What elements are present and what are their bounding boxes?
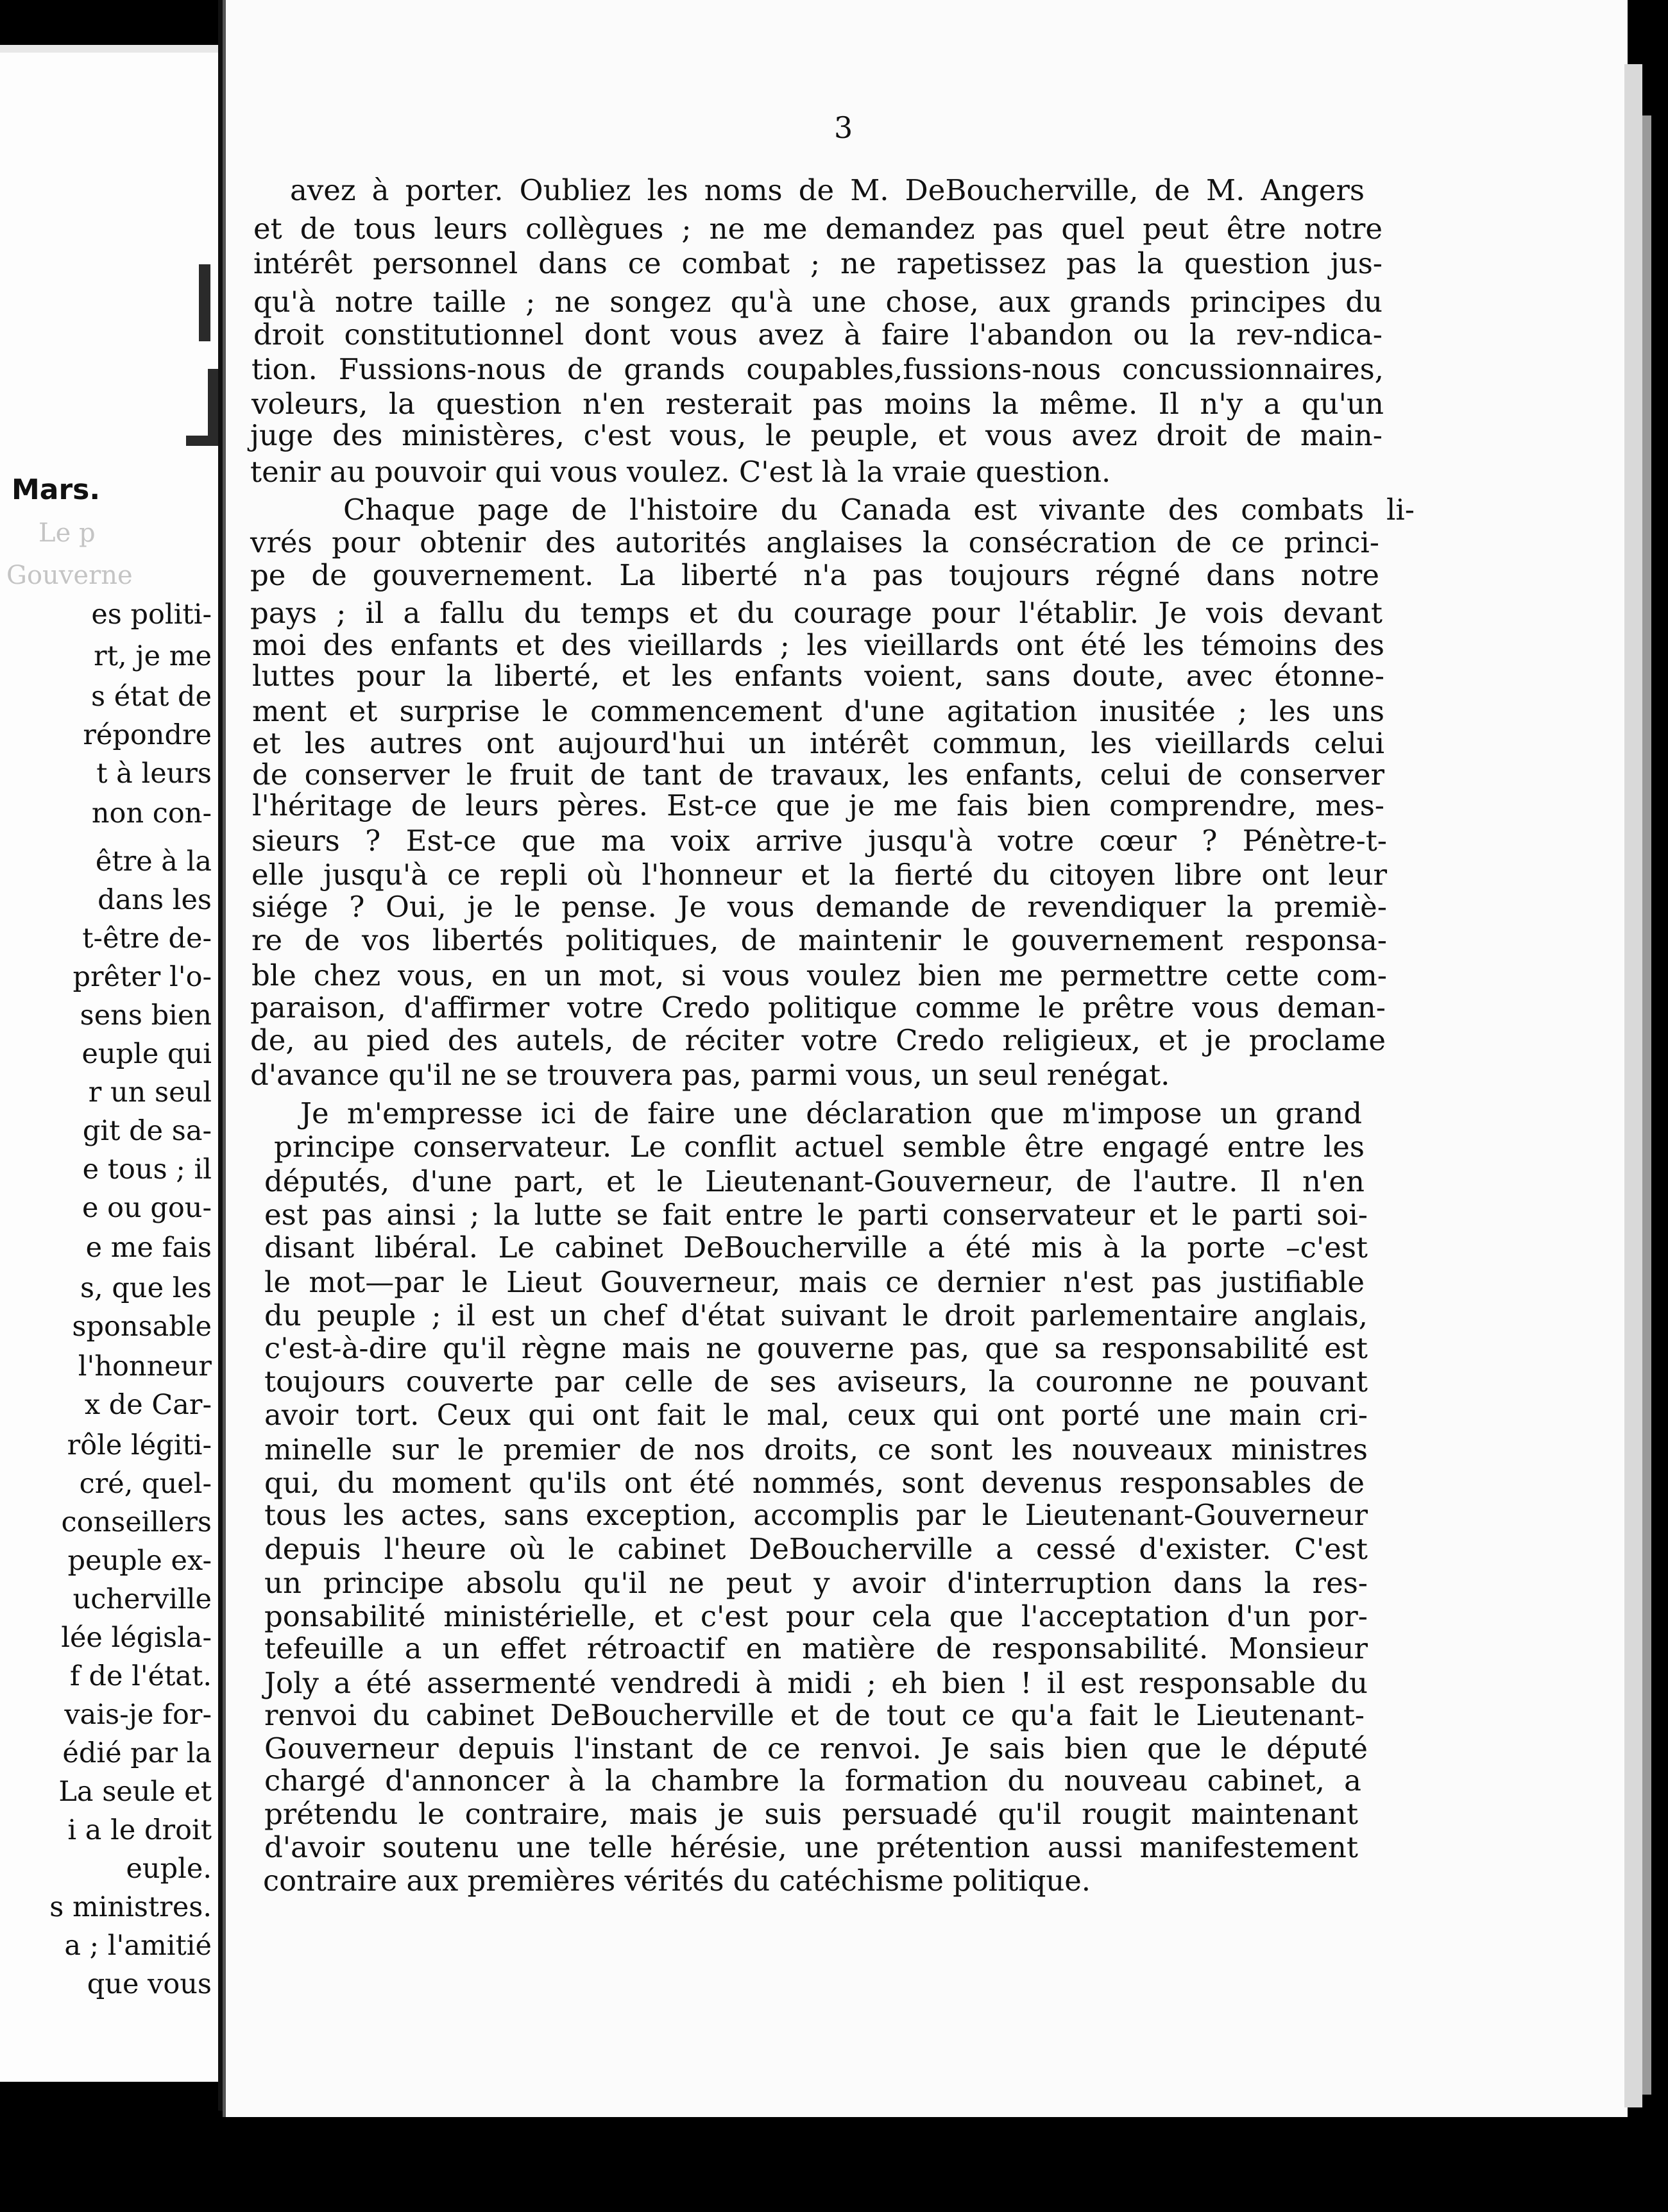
text-line: un principe absolu qu'il ne peut y avoir d'interruption dans la res- bbox=[264, 1566, 1368, 1600]
page-number: 3 bbox=[834, 110, 853, 145]
page-edge bbox=[1624, 64, 1642, 2107]
text-line: Je m'empresse ici de faire une déclaration que m'impose un grand bbox=[300, 1096, 1362, 1130]
left-column-line: dans les bbox=[98, 884, 212, 916]
left-page-top-shadow bbox=[0, 45, 218, 53]
left-column-line: e tous ; il bbox=[82, 1153, 212, 1186]
left-faint-line: Le p bbox=[38, 518, 96, 548]
text-line: voleurs, la question n'en resterait pas moins la même. Il n'y a qu'un bbox=[251, 387, 1384, 421]
left-column-line: t à leurs bbox=[96, 758, 212, 790]
left-column-line: l'honneur bbox=[78, 1350, 212, 1382]
left-column-line: ucherville bbox=[72, 1583, 212, 1615]
left-column-line: r un seul bbox=[88, 1076, 212, 1109]
text-line: re de vos libertés politiques, de maintenir le gouvernement responsa- bbox=[251, 923, 1387, 957]
left-column-line: peuple ex- bbox=[67, 1545, 212, 1577]
book-gutter bbox=[218, 0, 223, 2111]
text-line: siége ? Oui, je le pense. Je vous demande de revendiquer la premiè- bbox=[251, 890, 1387, 924]
left-large-letter-fragment bbox=[199, 264, 210, 341]
text-line: ponsabilité ministérielle, et c'est pour cela que l'acceptation d'un por- bbox=[264, 1599, 1368, 1633]
left-column-line: vais-je for- bbox=[64, 1699, 212, 1731]
text-line: avoir tort. Ceux qui ont fait le mal, ceux qui ont porté une main cri- bbox=[264, 1398, 1368, 1432]
text-line: tion. Fussions-nous de grands coupables,fussions-nous concussionnaires, bbox=[251, 352, 1384, 386]
left-column-line: être à la bbox=[95, 846, 212, 878]
text-line: principe conservateur. Le conflit actuel semble être engagé entre les bbox=[274, 1130, 1365, 1164]
left-column-line: t-être de- bbox=[82, 923, 212, 955]
text-line: luttes pour la liberté, et les enfants voient, sans doute, avec étonne- bbox=[252, 659, 1384, 693]
left-column-line: prêter l'o- bbox=[72, 961, 212, 993]
left-column-line: répondre bbox=[83, 719, 212, 751]
left-column-line: e ou gou- bbox=[81, 1192, 212, 1224]
left-column-line: s ministres. bbox=[49, 1891, 212, 1923]
text-line: qu'à notre taille ; ne songez qu'à une chose, aux grands principes du bbox=[253, 285, 1383, 319]
text-line: contraire aux premières vérités du catéchisme politique. bbox=[263, 1864, 1091, 1898]
left-large-letter-fragment-2 bbox=[186, 369, 218, 446]
left-column-line: s, que les bbox=[80, 1272, 212, 1304]
text-line: renvoi du cabinet DeBoucherville et de tout ce qu'a fait le Lieutenant- bbox=[264, 1698, 1365, 1732]
text-line: Chaque page de l'histoire du Canada est vivante des combats li- bbox=[343, 493, 1415, 527]
text-line: de conserver le fruit de tant de travaux, les enfants, celui de conserver bbox=[252, 758, 1384, 792]
text-line: pays ; il a fallu du temps et du courage pour l'établir. Je vois devant bbox=[250, 596, 1383, 630]
left-column-line: sponsable bbox=[72, 1311, 212, 1343]
text-line: intérêt personnel dans ce combat ; ne rapetissez pas la question jus- bbox=[253, 246, 1383, 280]
left-column-line: rt, je me bbox=[94, 640, 212, 672]
text-line: prétendu le contraire, mais je suis persuadé qu'il rougit maintenant bbox=[264, 1797, 1358, 1831]
text-line: tenir au pouvoir qui vous voulez. C'est là la vraie question. bbox=[250, 455, 1111, 489]
text-line: du peuple ; il est un chef d'état suivant le droit parlementaire anglais, bbox=[264, 1298, 1368, 1332]
left-column-line: git de sa- bbox=[82, 1115, 212, 1147]
text-line: qui, du moment qu'ils ont été nommés, sont devenus responsables de bbox=[264, 1466, 1365, 1500]
text-line: c'est-à-dire qu'il règne mais ne gouverne pas, que sa responsabilité est bbox=[264, 1331, 1368, 1365]
text-line: de, au pied des autels, de réciter votre Credo religieux, et je proclame bbox=[250, 1023, 1386, 1057]
page-edge-shadow bbox=[1642, 115, 1651, 2095]
text-line: droit constitutionnel dont vous avez à faire l'abandon ou la rev-ndica- bbox=[253, 318, 1383, 352]
left-column-line: cré, quel- bbox=[79, 1468, 212, 1500]
text-line: députés, d'une part, et le Lieutenant-Gouverneur, de l'autre. Il n'en bbox=[264, 1164, 1365, 1198]
left-column-line: s état de bbox=[90, 681, 212, 713]
text-line: l'héritage de leurs pères. Est-ce que je me fais bien comprendre, mes- bbox=[252, 788, 1384, 822]
left-column-line: lée législa- bbox=[61, 1622, 212, 1654]
left-column-heading: Mars. bbox=[12, 473, 101, 506]
text-line: ble chez vous, en un mot, si vous voulez bien me permettre cette com- bbox=[251, 958, 1387, 992]
left-column-line: i a le droit bbox=[67, 1814, 212, 1846]
left-column-line: rôle légiti- bbox=[67, 1429, 212, 1461]
left-column-line: non con- bbox=[91, 797, 212, 830]
left-column-line: édié par la bbox=[62, 1737, 212, 1769]
text-line: toujours couverte par celle de ses aviseurs, la couronne ne pouvant bbox=[264, 1365, 1368, 1399]
text-line: sieurs ? Est-ce que ma voix arrive jusqu'à votre cœur ? Pénètre-t- bbox=[251, 824, 1387, 858]
text-line: disant libéral. Le cabinet DeBoucherville a été mis à la porte –c'est bbox=[264, 1230, 1368, 1264]
text-line: tefeuille a un effet rétroactif en matière de responsabilité. Monsieur bbox=[264, 1631, 1368, 1665]
left-column-line: a ; l'amitié bbox=[64, 1930, 212, 1962]
text-line: paraison, d'affirmer votre Credo politique comme le prêtre vous deman- bbox=[250, 991, 1386, 1025]
text-line: minelle sur le premier de nos droits, ce sont les nouveaux ministres bbox=[264, 1433, 1368, 1467]
text-line: juge des ministères, c'est vous, le peuple, et vous avez droit de main- bbox=[250, 418, 1383, 452]
left-column-line: conseillers bbox=[61, 1506, 212, 1538]
text-line: d'avoir soutenu une telle hérésie, une prétention aussi manifestement bbox=[264, 1830, 1358, 1864]
text-line: Joly a été assermenté vendredi à midi ; eh bien ! il est responsable du bbox=[264, 1666, 1368, 1700]
text-line: elle jusqu'à ce repli où l'honneur et la fierté du citoyen libre ont leur bbox=[251, 858, 1387, 892]
left-faint-line: Gouverne bbox=[6, 561, 133, 590]
left-column-line: que vous bbox=[87, 1968, 212, 2000]
left-column-line: e me fais bbox=[85, 1232, 212, 1264]
left-column-line: euple qui bbox=[81, 1038, 212, 1070]
left-column-line: euple. bbox=[126, 1853, 212, 1885]
left-column-line: sens bien bbox=[80, 1000, 212, 1032]
text-line: d'avance qu'il ne se trouvera pas, parmi vous, un seul renégat. bbox=[250, 1058, 1170, 1092]
text-line: ment et surprise le commencement d'une agitation inusitée ; les uns bbox=[252, 694, 1384, 728]
text-line: moi des enfants et des vieillards ; les vieillards ont été les témoins des bbox=[252, 628, 1384, 662]
text-line: tous les actes, sans exception, accomplis par le Lieutenant-Gouverneur bbox=[264, 1498, 1368, 1532]
left-column-line: f de l'état. bbox=[69, 1660, 212, 1692]
text-line: et les autres ont aujourd'hui un intérêt commun, les vieillards celui bbox=[252, 726, 1384, 760]
left-column-line: x de Car- bbox=[84, 1389, 212, 1421]
text-line: pe de gouvernement. La liberté n'a pas toujours régné dans notre bbox=[250, 558, 1379, 592]
text-line: le mot—par le Lieut Gouverneur, mais ce dernier n'est pas justifiable bbox=[264, 1265, 1365, 1299]
text-line: depuis l'heure où le cabinet DeBoucherville a cessé d'exister. C'est bbox=[264, 1532, 1368, 1566]
left-column-line: es politi- bbox=[91, 599, 212, 631]
text-line: vrés pour obtenir des autorités anglaises la consécration de ce princi- bbox=[250, 525, 1379, 559]
text-line: est pas ainsi ; la lutte se fait entre le parti conservateur et le parti soi- bbox=[264, 1198, 1368, 1232]
text-line: et de tous leurs collègues ; ne me demandez pas quel peut être notre bbox=[253, 212, 1383, 246]
text-line: chargé d'annoncer à la chambre la formation du nouveau cabinet, a bbox=[264, 1764, 1361, 1798]
text-line: avez à porter. Oubliez les noms de M. DeBoucherville, de M. Angers bbox=[290, 173, 1365, 207]
text-line: Gouverneur depuis l'instant de ce renvoi. Je sais bien que le député bbox=[264, 1731, 1368, 1765]
left-column-line: La seule et bbox=[58, 1776, 212, 1808]
